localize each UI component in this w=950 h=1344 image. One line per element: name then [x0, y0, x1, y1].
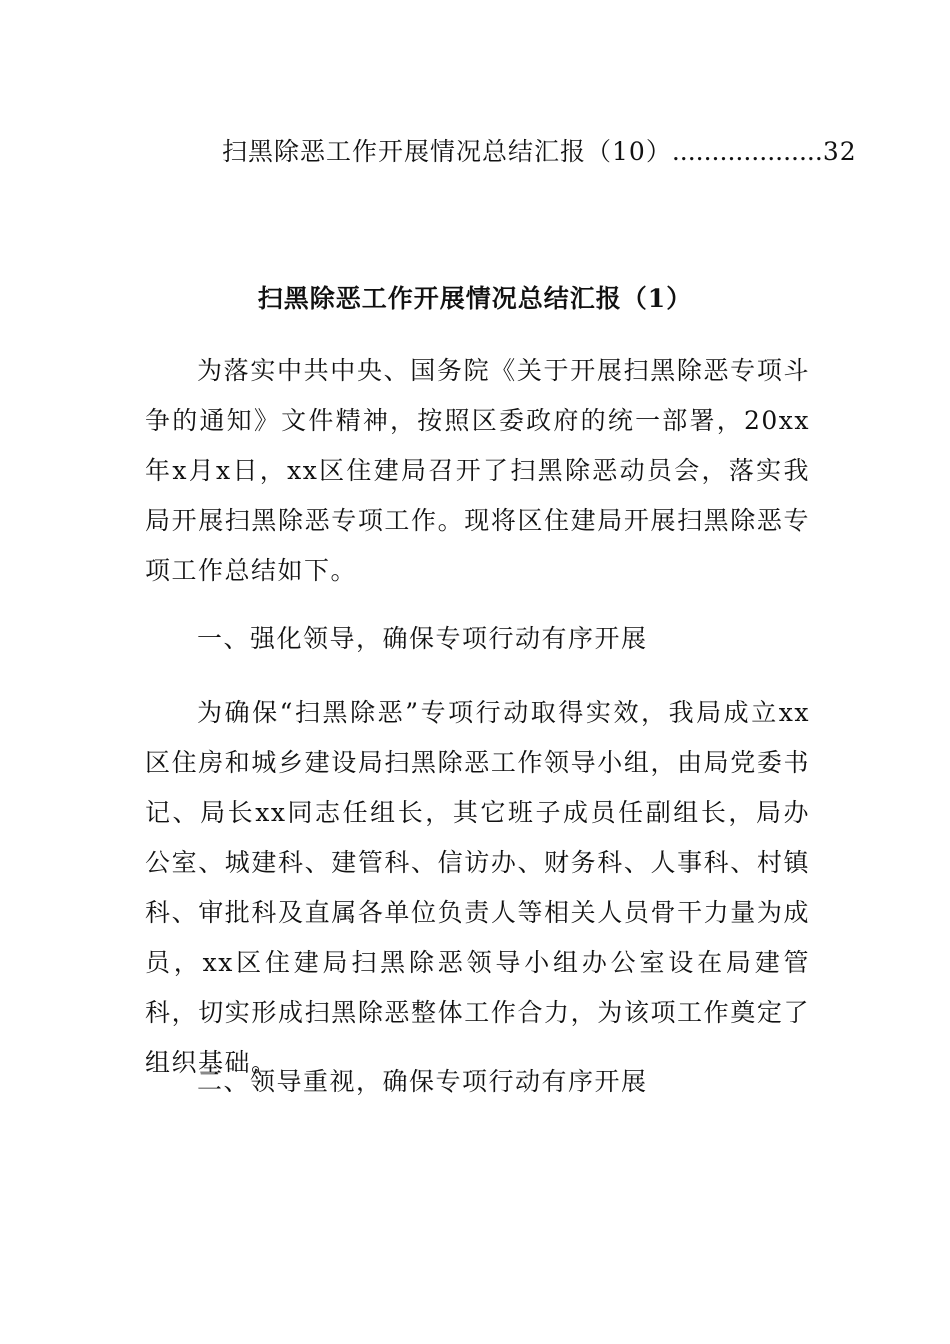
section-paragraph-1: 为确保“扫黑除恶”专项行动取得实效，我局成立xx区住房和城乡建设局扫黑除恶工作领导小组，由局党委书记、局长xx同志任组长，其它班子成员任副组长，局办公室、城建科、建管科、信访办、财务科、人事科、村镇科、审批科及直属各单位负责人等相关人员骨干力量为成员，xx区住建局扫黑除恶领导小组办公室设在局建管科，切实形成扫黑除恶整体工作合力，为该项工作奠定了组织基础。 — [145, 698, 810, 1077]
toc-page-number: 32 — [822, 137, 857, 166]
toc-entry[interactable] — [222, 132, 857, 172]
intro-paragraph: 为落实中共中央、国务院《关于开展扫黑除恶专项斗争的通知》文件精神，按照区委政府的统一部署，20xx年x月x日，xx区住建局召开了扫黑除恶动员会，落实我局开展扫黑除恶专项工作。现将区住建局开展扫黑除恶专项工作总结如下。 — [145, 356, 810, 585]
document-title: 扫黑除恶工作开展情况总结汇报（1） — [257, 284, 693, 313]
toc-leader-dots: ................... — [671, 137, 823, 166]
toc-entry-title: 扫黑除恶工作开展情况总结汇报（10） — [222, 137, 672, 166]
section-heading-1: 一、强化领导，确保专项行动有序开展 — [197, 624, 648, 653]
section-heading-2: 二、领导重视，确保专项行动有序开展 — [197, 1067, 648, 1096]
